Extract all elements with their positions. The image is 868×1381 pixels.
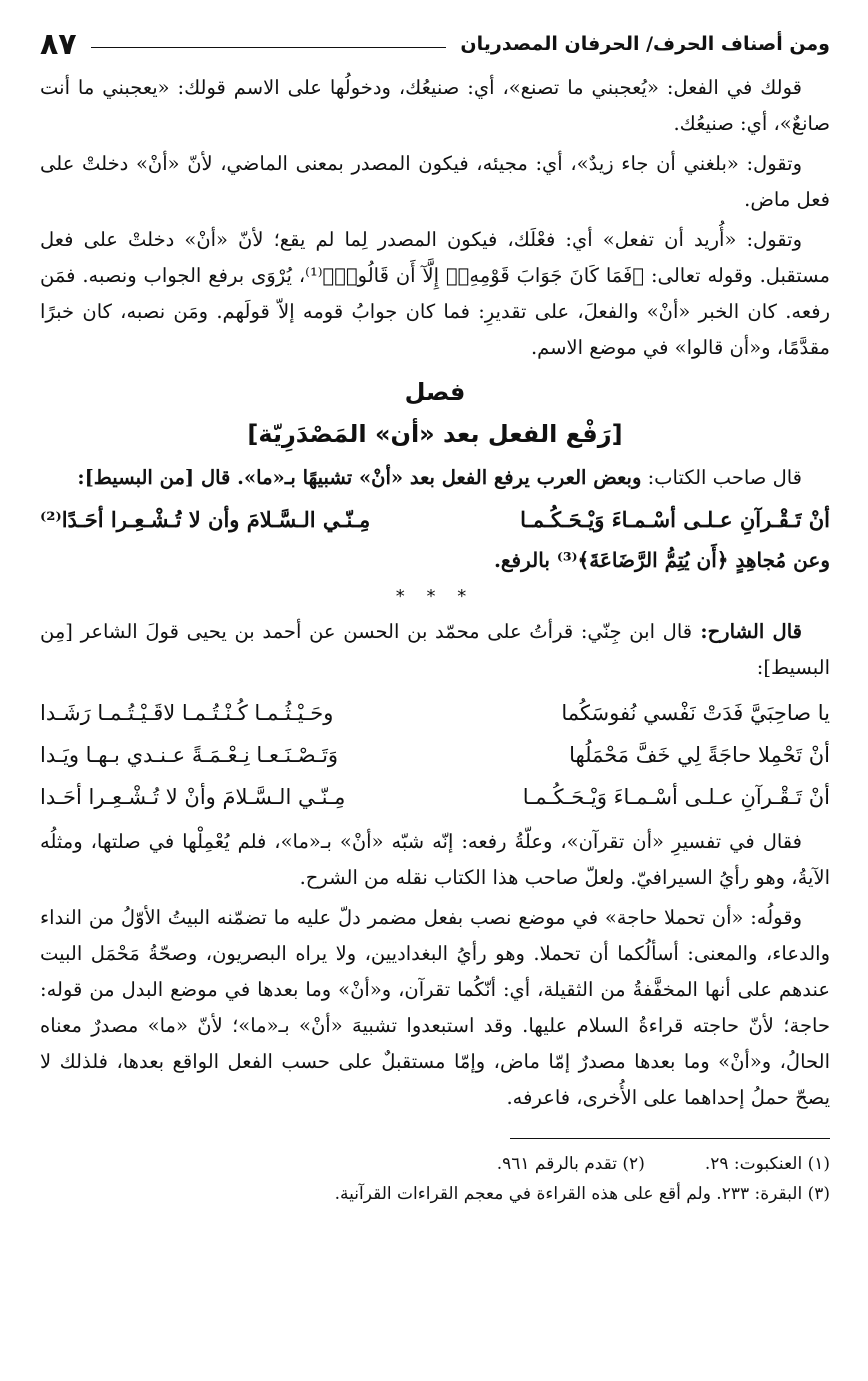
running-header: [40, 18, 830, 70]
poem-first-hemistich: يا صاحِبَيَّ فَدَتْ نَفْسي نُفوسَكُما: [561, 701, 830, 725]
paragraph: وتقول: «بلغني أن جاء زيدٌ»، أي: مجيئه، فيكون المصدر بمعنى الماضي، لأنّ «أنْ» دخلتْ على فعل ماض.: [40, 152, 830, 211]
commentator-label: قال الشارح:: [692, 620, 802, 643]
paragraph: قولك في الفعل: «يُعجبني ما تصنع»، أي: صنيعُك، ودخولُها على الاسم قولك: «يعجبني ما أنت صانعٌ»، أي: صنيعُك.: [40, 76, 830, 135]
page-body: [40, 70, 830, 1209]
section-separator: * * *: [395, 586, 475, 607]
commentary-intro: [40, 614, 830, 686]
footnotes: [40, 1149, 830, 1209]
section-subtitle: [رَفْع الفعل بعد «أن» المَصْدَرِيّة]: [247, 420, 623, 448]
header-rule: [91, 47, 447, 48]
footnote-1: (١) العنكبوت: ٢٩.: [704, 1154, 830, 1174]
footnote-row: [40, 1149, 830, 1179]
verse-first-hemistich: أنْ تَـقْـرآنِ عـلـى أسْـمـاءَ وَيْـحَـكُـمـا: [520, 507, 830, 532]
poem-first-hemistich: أنْ تَحْمِلا حاجَةً لِي خَفَّ مَحْمَلُها: [569, 743, 830, 767]
poem-verse: [40, 692, 830, 734]
author-quote-meter: [من البسيط]:: [77, 466, 201, 489]
poem-first-hemistich: أنْ تَـقْـرآنِ عـلـى أسْـمـاءَ وَيْـحَـكُـمـا: [522, 785, 830, 809]
section-title: فصل: [404, 378, 466, 406]
footnote-3: (٣) البقرة: ٢٣٣. ولم أقع على هذه القراءة في معجم القراءات القرآنية.: [334, 1184, 830, 1204]
poem: [40, 692, 830, 818]
footnote-2: (٢) تقدم بالرقم ٩٦١.: [496, 1154, 645, 1174]
author-quote: [40, 460, 830, 496]
quoted-verse: [40, 500, 830, 540]
author-quote-text: وبعض العرب يرفع الفعل بعد «أنْ» تشبيهًا بـ«ما». قال: [200, 466, 642, 489]
paragraph: فقال في تفسيرِ «أن تقرآن»، وعلّةُ رفعه: إنّه شبّه «أنْ» بـ«ما»، فلم يُعْمِلْها في صلتها، ومثلُه الآيةُ، وهو رأيُ السيرافيّ. ولعلّ صاحب هذا الكتاب نقله من الشرح.: [40, 830, 830, 889]
paragraph: وتقول: «أُريد أن تفعل» أي: فعْلَك، فيكون المصدر لِما لم يقع؛ لأنّ «أنْ» دخلتْ على فعل مستقبل. وقوله تعالى: ﴿فَمَا كَانَ جَوَابَ قَوْمِهِۦٓ إِلَّآ أَن قَالُوا۟﴾⁽¹⁾، يُرْوَى برفع الجواب ونصبه. فمَن رفعه. كان الخبر «أنْ» والفعلَ، على تقديرِ: فما كان جوابُ قومه إلاّ قولَهم. ومَن نصبه، كان خبرًا مقدَّمًا، و«أن قالوا» في موضع الاسم.: [40, 228, 831, 359]
poem-verse: [40, 734, 830, 776]
mujahid-reading: وعن مُجاهِدٍ ﴿أَن يُتِمُّ الرَّضَاعَةَ﴾⁽³⁾ بالرفع.: [493, 548, 830, 572]
poem-second-hemistich: وَتَـصْـنَـعـا نِـعْـمَـةً عـنـدي بـهـا ويَـدا: [40, 743, 339, 767]
commentary-intro-text: قال ابن جِنّي: قرأتُ على محمّد بن الحسن عن أحمد بن يحيى قولَ الشاعر [مِن البسيط]:: [40, 620, 830, 679]
poem-second-hemistich: وحَـيْـثُـمـا كُـنْـتُـمـا لاقَـيْـتُـمـا رَشَـدا: [40, 701, 334, 725]
page-number: ٨٧: [40, 26, 77, 62]
running-title: ومن أصناف الحرف/ الحرفان المصدريان: [460, 33, 830, 55]
footnote-rule: [510, 1138, 830, 1139]
book-page: [40, 18, 830, 1209]
paragraph: وقولُه: «أن تحملا حاجة» في موضع نصب بفعل مضمر دلّ عليه ما تضمّنه البيتُ الأوّلُ من النداء والدعاء، والمعنى: أسألُكما أن تحملا. وهو رأيُ البغداديين، ولا يراه البصريون، وصحّةُ مَحْمَل البيت عندهم على أنها المخفَّفةُ من الثقيلة، أي: أنّكُما تقرآن، و«أنْ» وما بعدها في موضع البدل من قوله: حاجة؛ لأنّ حاجته قراءةُ السلام عليها. وقد استبعدوا تشبيهَ «أنْ» بـ«ما»؛ لأنّ «ما» مصدرٌ معناه الحالُ، و«أنْ» وما بعدها مصدرٌ إمّا ماض، وإمّا مستقبلٌ على حسب الفعل الواقع بعدها، فلذلك لا يصحّ حملُ إحداهما على الأُخرى، فاعرفه.: [40, 906, 830, 1109]
poem-second-hemistich: مِـنّـي الـسَّـلامَ وأنْ لا تُـشْـعِـرا أحَـدا: [40, 785, 346, 809]
poem-verse: [40, 776, 830, 818]
author-quote-lead: قال صاحب الكتاب:: [641, 466, 802, 489]
verse-second-hemistich: مِـنّـي الـسَّـلامَ وأن لا تُـشْـعِـرا أحَـدًا⁽²⁾: [40, 507, 371, 532]
